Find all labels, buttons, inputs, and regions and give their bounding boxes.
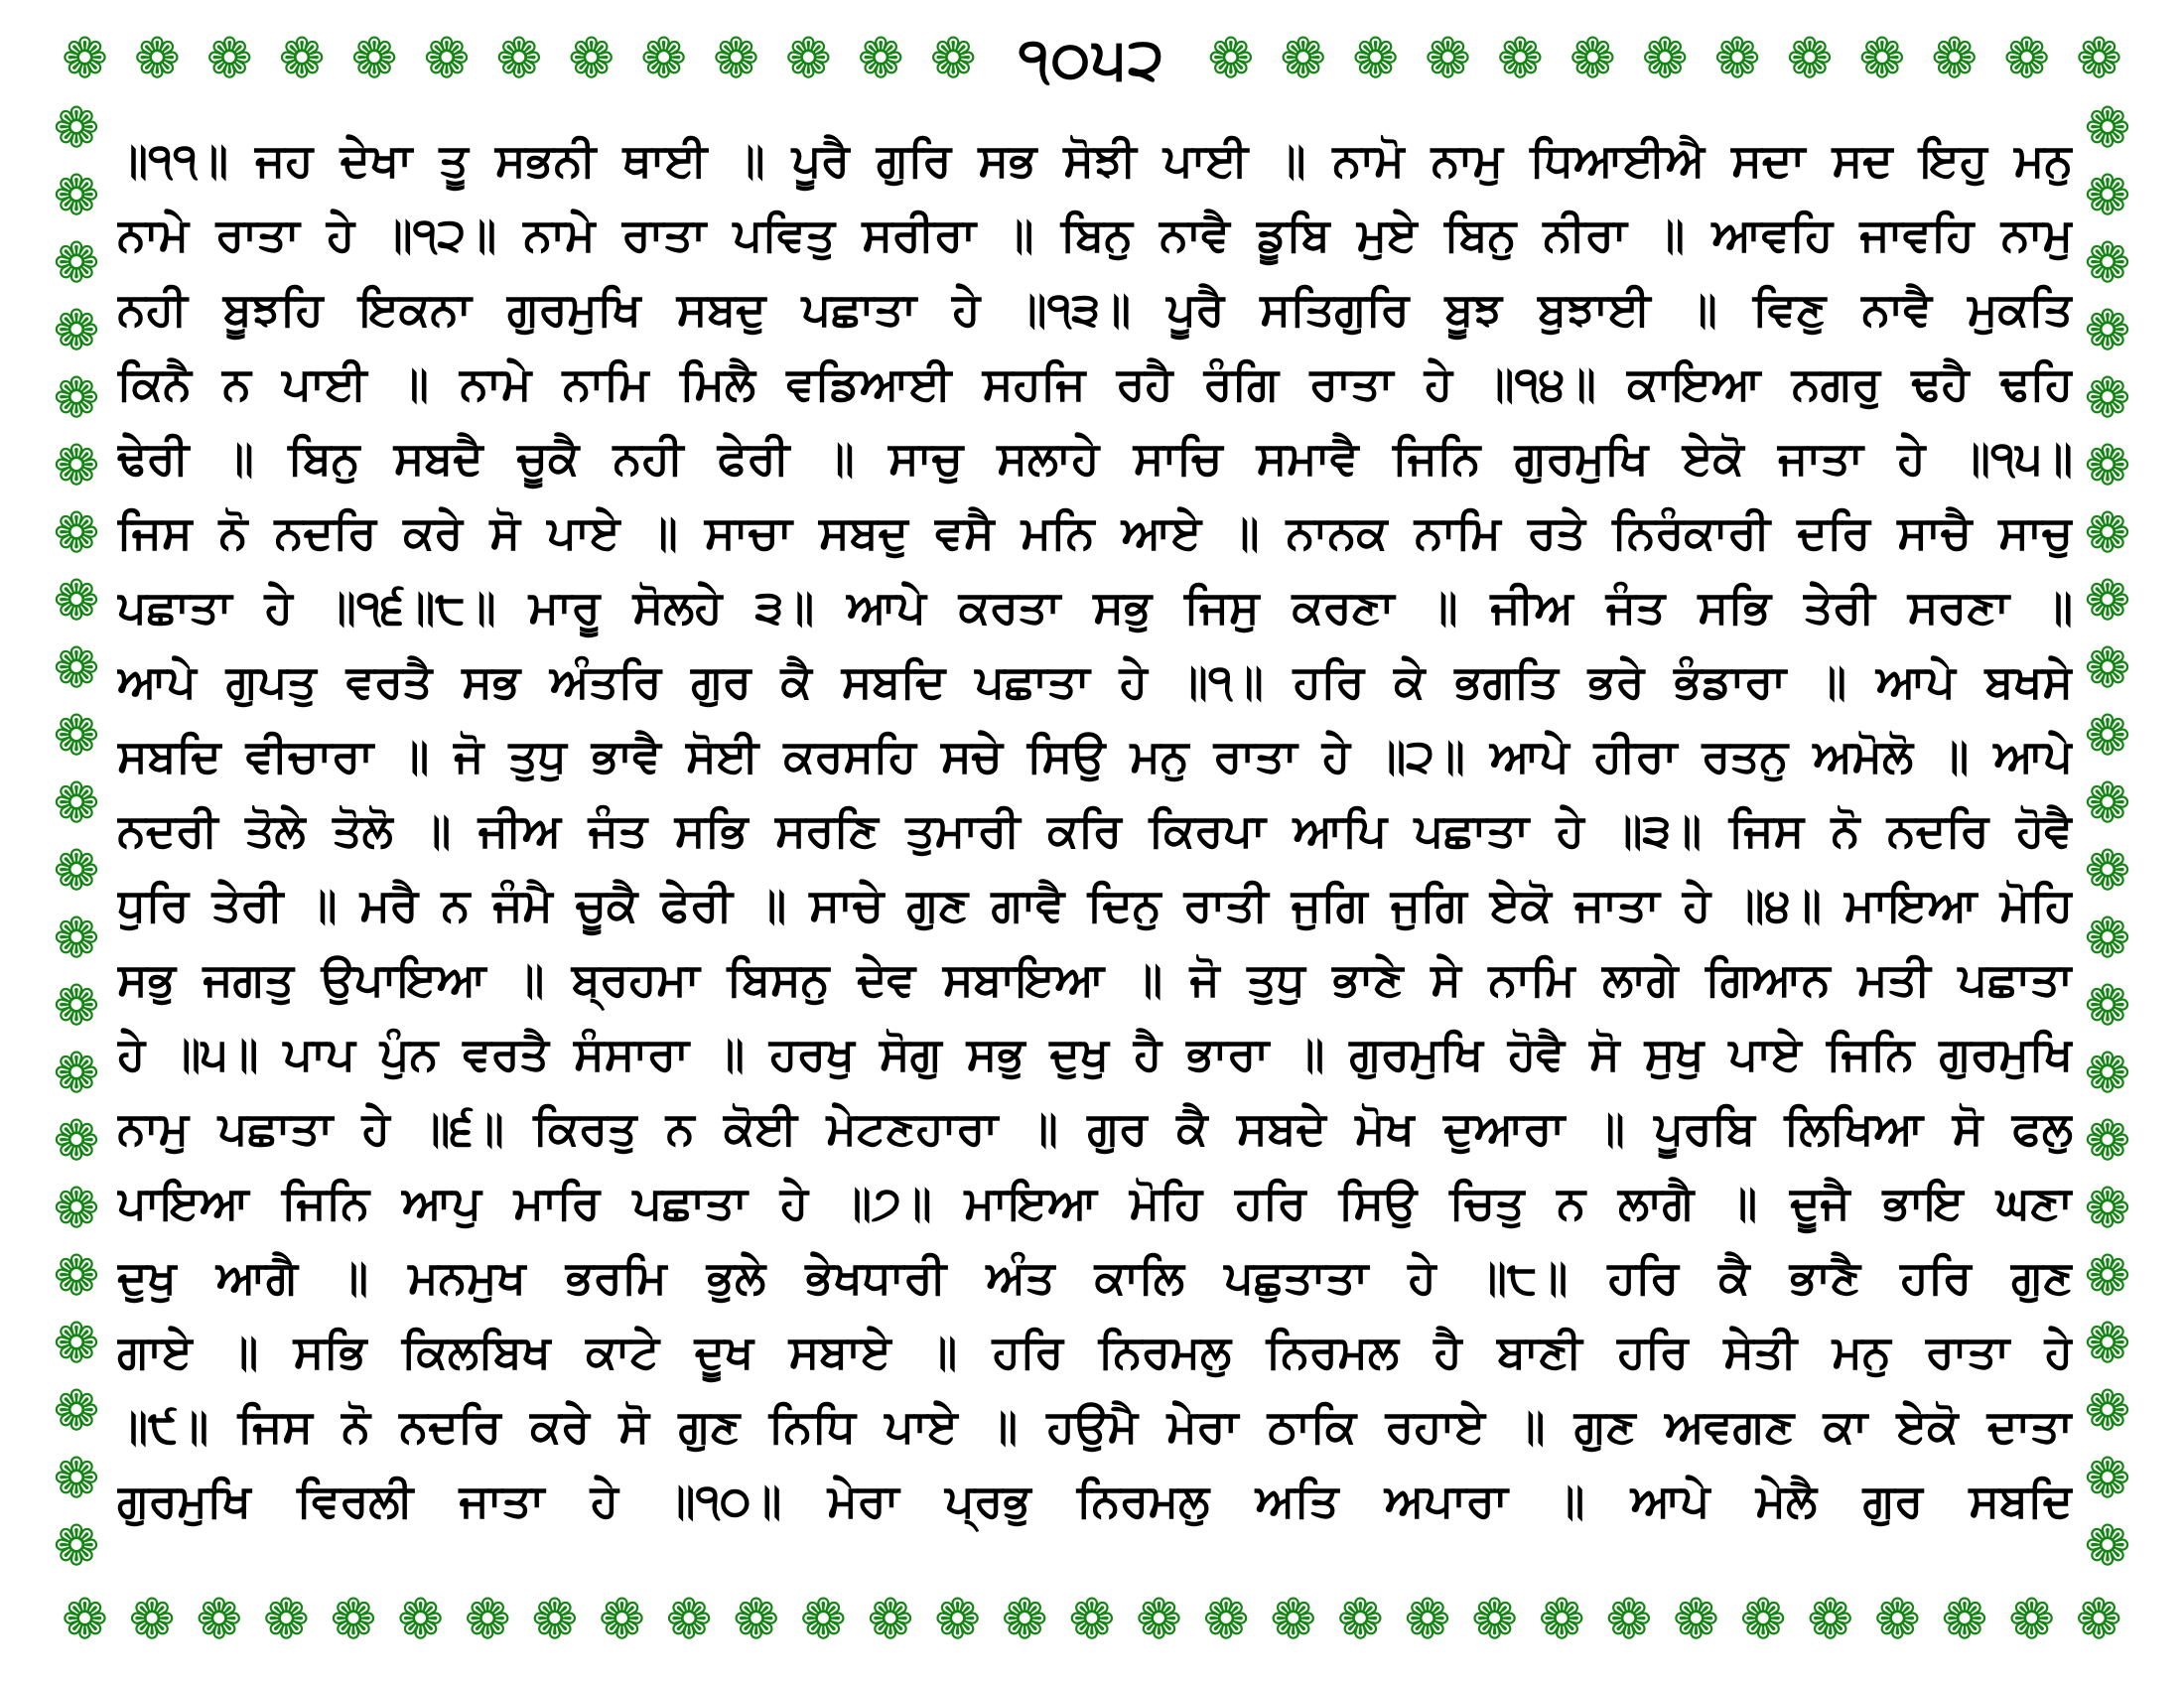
flower-icon: ❁ xyxy=(53,231,100,296)
flower-icon: ❁ xyxy=(133,27,181,91)
flower-icon: ❁ xyxy=(1931,27,1979,91)
flower-icon: ❁ xyxy=(1941,1588,1988,1652)
flower-icon: ❁ xyxy=(53,366,100,431)
flower-icon: ❁ xyxy=(1425,27,1471,91)
flower-icon: ❁ xyxy=(2084,96,2131,161)
flower-icon: ❁ xyxy=(262,1588,310,1652)
flower-icon: ❁ xyxy=(53,1447,100,1511)
flower-icon: ❁ xyxy=(53,1312,100,1376)
flower-icon: ❁ xyxy=(1569,27,1616,91)
flower-icon: ❁ xyxy=(205,27,253,91)
flower-icon: ❁ xyxy=(2084,704,2131,769)
flower-icon: ❁ xyxy=(867,1588,914,1652)
flower-icon: ❁ xyxy=(1404,1588,1451,1652)
text-line: ਗਾਏ ॥ ਸਭਿ ਕਿਲਬਿਖ ਕਾਟੇ ਦੂਖ ਸਬਾਏ ॥ ਹਰਿ ਨਿਰਮਲੁ ਨਿਰਮਲ ਹੈ ਬਾਣੀ ਹਰਿ ਸੇਤੀ ਮਨੁ ਰਾਤਾ ਹੇ xyxy=(117,1326,2073,1377)
flower-icon: ❁ xyxy=(1001,1588,1048,1652)
flower-icon: ❁ xyxy=(128,1588,176,1652)
flower-icon: ❁ xyxy=(2075,1588,2122,1652)
flower-icon: ❁ xyxy=(53,1379,100,1444)
flower-icon: ❁ xyxy=(330,1588,377,1652)
flower-icon: ❁ xyxy=(53,569,100,633)
flower-icon: ❁ xyxy=(2084,1109,2131,1174)
flower-icon: ❁ xyxy=(2084,1244,2131,1309)
flower-icon: ❁ xyxy=(2084,366,2131,431)
flower-icon: ❁ xyxy=(62,27,108,91)
flower-icon: ❁ xyxy=(2084,501,2131,566)
scripture-text xyxy=(117,123,2073,1538)
flower-icon: ❁ xyxy=(665,1588,713,1652)
flower-icon: ❁ xyxy=(531,1588,579,1652)
flower-icon: ❁ xyxy=(1873,1588,1921,1652)
text-line: ਪਛਾਤਾ ਹੇ ॥੧੬॥੮॥ ਮਾਰੂ ਸੋਲਹੇ ੩॥ ਆਪੇ ਕਰਤਾ ਸਭੁ ਜਿਸੁ ਕਰਣਾ ॥ ਜੀਅ ਜੰਤ ਸਭਿ ਤੇਰੀ ਸਰਣਾ ॥ xyxy=(117,581,2073,633)
text-line: ਆਪੇ ਗੁਪਤੁ ਵਰਤੈ ਸਭ ਅੰਤਰਿ ਗੁਰ ਕੈ ਸਬਦਿ ਪਛਾਤਾ ਹੇ ॥੧॥ ਹਰਿ ਕੇ ਭਗਤਿ ਭਰੇ ਭੰਡਾਰਾ ॥ ਆਪੇ ਬਖਸੇ xyxy=(117,655,2073,707)
text-line: ॥੧੧॥ ਜਹ ਦੇਖਾ ਤੂ ਸਭਨੀ ਥਾਈ ॥ ਪੂਰੈ ਗੁਰਿ ਸਭ ਸੋਝੀ ਪਾਈ ॥ ਨਾਮੋ ਨਾਮੁ ਧਿਆਈਐ ਸਦਾ ਸਦ ਇਹੁ ਮਨੁ xyxy=(117,134,2073,186)
flower-icon: ❁ xyxy=(1713,27,1761,91)
flower-icon: ❁ xyxy=(1270,1588,1317,1652)
flower-icon: ❁ xyxy=(53,501,100,566)
flower-icon: ❁ xyxy=(53,164,100,228)
flower-icon: ❁ xyxy=(53,1109,100,1174)
flower-icon: ❁ xyxy=(934,1588,982,1652)
flower-icon: ❁ xyxy=(53,1042,100,1106)
flower-icon: ❁ xyxy=(2084,164,2131,228)
flower-icon: ❁ xyxy=(1136,1588,1182,1652)
text-line: ਕਿਨੈ ਨ ਪਾਈ ॥ ਨਾਮੇ ਨਾਮਿ ਮਿਲੈ ਵਡਿਆਈ ਸਹਜਿ ਰਹੈ ਰੰਗਿ ਰਾਤਾ ਹੇ ॥੧੪॥ ਕਾਇਆ ਨਗਰੁ ਢਹੈ ਢਹਿ xyxy=(117,357,2073,409)
flower-icon: ❁ xyxy=(799,1588,847,1652)
flower-icon: ❁ xyxy=(2008,1588,2056,1652)
top-border-flowers-left xyxy=(62,27,977,91)
text-line: ਨਾਮੁ ਪਛਾਤਾ ਹੇ ॥੬॥ ਕਿਰਤੁ ਨ ਕੋਈ ਮੇਟਣਹਾਰਾ ॥ ਗੁਰ ਕੈ ਸਬਦੇ ਮੋਖ ਦੁਆਰਾ ॥ ਪੂਰਬਿ ਲਿਖਿਆ ਸੋ ਫਲੁ xyxy=(117,1102,2073,1154)
flower-icon: ❁ xyxy=(1538,1588,1585,1652)
flower-icon: ❁ xyxy=(53,636,100,701)
flower-icon: ❁ xyxy=(423,27,471,91)
text-line: ਸਭੁ ਜਗਤੁ ਉਪਾਇਆ ॥ ਬ੍ਰਹਮਾ ਬਿਸਨੁ ਦੇਵ ਸਬਾਇਆ ॥ ਜੋ ਤੁਧੁ ਭਾਣੇ ਸੇ ਨਾਮਿ ਲਾਗੇ ਗਿਆਨ ਮਤੀ ਪਛਾਤਾ xyxy=(117,953,2073,1005)
flower-icon: ❁ xyxy=(350,27,398,91)
flower-icon: ❁ xyxy=(2084,1447,2131,1511)
text-line: ਨਹੀ ਬੂਝਹਿ ਇਕਨਾ ਗੁਰਮੁਖਿ ਸਬਦੁ ਪਛਾਤਾ ਹੇ ॥੧੩॥ ਪੂਰੈ ਸਤਿਗੁਰਿ ਬੂਝ ਬੁਝਾਈ ॥ ਵਿਣੁ ਨਾਵੈ ਮੁਕਤਿ xyxy=(117,283,2073,335)
flower-icon: ❁ xyxy=(53,772,100,836)
text-line: ਢੇਰੀ ॥ ਬਿਨੁ ਸਬਦੈ ਚੂਕੈ ਨਹੀ ਫੇਰੀ ॥ ਸਾਚੁ ਸਲਾਹੇ ਸਾਚਿ ਸਮਾਵੈ ਜਿਨਿ ਗੁਰਮੁਖਿ ਏਕੋ ਜਾਤਾ ਹੇ ॥੧੫॥ xyxy=(117,432,2073,484)
flower-icon: ❁ xyxy=(1605,1588,1653,1652)
page-number: ੧੦੫੨ xyxy=(1018,27,1166,91)
text-line: ਧੁਰਿ ਤੇਰੀ ॥ ਮਰੈ ਨ ਜੰਮੈ ਚੂਕੈ ਫੇਰੀ ॥ ਸਾਚੇ ਗੁਣ ਗਾਵੈ ਦਿਨੁ ਰਾਤੀ ਜੁਗਿ ਜੁਗਿ ਏਕੋ ਜਾਤਾ ਹੇ ॥੪॥ ਮਾਇਆ ਮੋਹਿ xyxy=(117,879,2073,930)
flower-icon: ❁ xyxy=(1202,1588,1250,1652)
flower-icon: ❁ xyxy=(53,96,100,161)
flower-icon: ❁ xyxy=(2003,27,2051,91)
flower-icon: ❁ xyxy=(599,1588,645,1652)
text-line: ਸਬਦਿ ਵੀਚਾਰਾ ॥ ਜੋ ਤੁਧੁ ਭਾਵੈ ਸੋਈ ਕਰਸਹਿ ਸਚੇ ਸਿਉ ਮਨੁ ਰਾਤਾ ਹੇ ॥੨॥ ਆਪੇ ਹੀਰਾ ਰਤਨੁ ਅਮੋਲੋ ॥ ਆਪੇ xyxy=(117,730,2073,781)
flower-icon: ❁ xyxy=(2084,434,2131,498)
flower-icon: ❁ xyxy=(2084,772,2131,836)
flower-icon: ❁ xyxy=(1673,1588,1719,1652)
text-line: ॥੯॥ ਜਿਸ ਨੋ ਨਦਰਿ ਕਰੇ ਸੋ ਗੁਣ ਨਿਧਿ ਪਾਏ ॥ ਹਉਮੈ ਮੇਰਾ ਠਾਕਿ ਰਹਾਏ ॥ ਗੁਣ ਅਵਗਣ ਕਾ ਏਕੋ ਦਾਤਾ xyxy=(117,1400,2073,1452)
flower-icon: ❁ xyxy=(1280,27,1327,91)
flower-icon: ❁ xyxy=(568,27,615,91)
flower-icon: ❁ xyxy=(1858,27,1906,91)
flower-icon: ❁ xyxy=(2084,1177,2131,1241)
flower-icon: ❁ xyxy=(1786,27,1834,91)
flower-icon: ❁ xyxy=(53,434,100,498)
flower-icon: ❁ xyxy=(784,27,832,91)
flower-icon: ❁ xyxy=(53,907,100,971)
flower-icon: ❁ xyxy=(53,1244,100,1309)
flower-icon: ❁ xyxy=(2084,1379,2131,1444)
flower-icon: ❁ xyxy=(2084,569,2131,633)
left-border-flowers xyxy=(46,96,107,1579)
flower-icon: ❁ xyxy=(2084,299,2131,363)
flower-icon: ❁ xyxy=(1471,1588,1519,1652)
flower-icon: ❁ xyxy=(62,1588,108,1652)
flower-icon: ❁ xyxy=(53,974,100,1039)
right-border-flowers xyxy=(2077,96,2138,1579)
flower-icon: ❁ xyxy=(1496,27,1544,91)
flower-icon: ❁ xyxy=(278,27,326,91)
flower-icon: ❁ xyxy=(397,1588,445,1652)
text-line: ਨਦਰੀ ਤੋਲੇ ਤੋਲੋ ॥ ਜੀਅ ਜੰਤ ਸਭਿ ਸਰਣਿ ਤੁਮਾਰੀ ਕਰਿ ਕਿਰਪਾ ਆਪਿ ਪਛਾਤਾ ਹੇ ॥੩॥ ਜਿਸ ਨੋ ਨਦਰਿ ਹੋਵੈ xyxy=(117,804,2073,856)
flower-icon: ❁ xyxy=(464,1588,511,1652)
flower-icon: ❁ xyxy=(713,27,759,91)
text-line: ਹੇ ॥੫॥ ਪਾਪ ਪੁੰਨ ਵਰਤੈ ਸੰਸਾਰਾ ॥ ਹਰਖੁ ਸੋਗੁ ਸਭੁ ਦੁਖੁ ਹੈ ਭਾਰਾ ॥ ਗੁਰਮੁਖਿ ਹੋਵੈ ਸੋ ਸੁਖੁ ਪਾਏ ਜਿਨਿ ਗੁਰਮੁਖਿ xyxy=(117,1028,2073,1079)
flower-icon: ❁ xyxy=(2084,974,2131,1039)
flower-icon: ❁ xyxy=(929,27,977,91)
flower-icon: ❁ xyxy=(53,839,100,904)
top-border-flowers-right xyxy=(1207,27,2122,91)
flower-icon: ❁ xyxy=(1336,1588,1384,1652)
flower-icon: ❁ xyxy=(2084,839,2131,904)
flower-icon: ❁ xyxy=(1352,27,1400,91)
text-line: ਦੁਖੁ ਆਗੈ ॥ ਮਨਮੁਖ ਭਰਮਿ ਭੁਲੇ ਭੇਖਧਾਰੀ ਅੰਤ ਕਾਲਿ ਪਛੁਤਾਤਾ ਹੇ ॥੮॥ ਹਰਿ ਕੈ ਭਾਣੈ ਹਰਿ ਗੁਣ xyxy=(117,1251,2073,1303)
text-line: ਪਾਇਆ ਜਿਨਿ ਆਪੁ ਮਾਰਿ ਪਛਾਤਾ ਹੇ ॥੭॥ ਮਾਇਆ ਮੋਹਿ ਹਰਿ ਸਿਉ ਚਿਤੁ ਨ ਲਾਗੈ ॥ ਦੂਜੈ ਭਾਇ ਘਣਾ xyxy=(117,1177,2073,1228)
flower-icon: ❁ xyxy=(1207,27,1255,91)
flower-icon: ❁ xyxy=(1641,27,1689,91)
flower-icon: ❁ xyxy=(1068,1588,1116,1652)
flower-icon: ❁ xyxy=(495,27,543,91)
flower-icon: ❁ xyxy=(2076,27,2122,91)
flower-icon: ❁ xyxy=(53,1514,100,1579)
flower-icon: ❁ xyxy=(2084,1312,2131,1376)
flower-icon: ❁ xyxy=(53,704,100,769)
bottom-border-flowers xyxy=(62,1588,2122,1652)
flower-icon: ❁ xyxy=(733,1588,780,1652)
text-line: ਨਾਮੇ ਰਾਤਾ ਹੇ ॥੧੨॥ ਨਾਮੇ ਰਾਤਾ ਪਵਿਤੁ ਸਰੀਰਾ ॥ ਬਿਨੁ ਨਾਵੈ ਡੂਬਿ ਮੁਏ ਬਿਨੁ ਨੀਰਾ ॥ ਆਵਹਿ ਜਾਵਹਿ ਨਾਮੁ xyxy=(117,209,2073,260)
flower-icon: ❁ xyxy=(1739,1588,1787,1652)
text-line: ਜਿਸ ਨੋ ਨਦਰਿ ਕਰੇ ਸੋ ਪਾਏ ॥ ਸਾਚਾ ਸਬਦੁ ਵਸੈ ਮਨਿ ਆਏ ॥ ਨਾਨਕ ਨਾਮਿ ਰਤੇ ਨਿਰੰਕਾਰੀ ਦਰਿ ਸਾਚੈ ਸਾਚੁ xyxy=(117,506,2073,558)
top-border xyxy=(62,26,2122,93)
flower-icon: ❁ xyxy=(857,27,904,91)
flower-icon: ❁ xyxy=(53,299,100,363)
flower-icon: ❁ xyxy=(640,27,688,91)
flower-icon: ❁ xyxy=(2084,231,2131,296)
flower-icon: ❁ xyxy=(2084,1514,2131,1579)
text-line: ਗੁਰਮੁਖਿ ਵਿਰਲੀ ਜਾਤਾ ਹੇ ॥੧੦॥ ਮੇਰਾ ਪ੍ਰਭੁ ਨਿਰਮਲੁ ਅਤਿ ਅਪਾਰਾ ॥ ਆਪੇ ਮੇਲੈ ਗੁਰ ਸਬਦਿ xyxy=(117,1475,2073,1526)
flower-icon: ❁ xyxy=(196,1588,243,1652)
flower-icon: ❁ xyxy=(2084,636,2131,701)
flower-icon: ❁ xyxy=(1807,1588,1854,1652)
flower-icon: ❁ xyxy=(2084,1042,2131,1106)
flower-icon: ❁ xyxy=(2084,907,2131,971)
flower-icon: ❁ xyxy=(53,1177,100,1241)
